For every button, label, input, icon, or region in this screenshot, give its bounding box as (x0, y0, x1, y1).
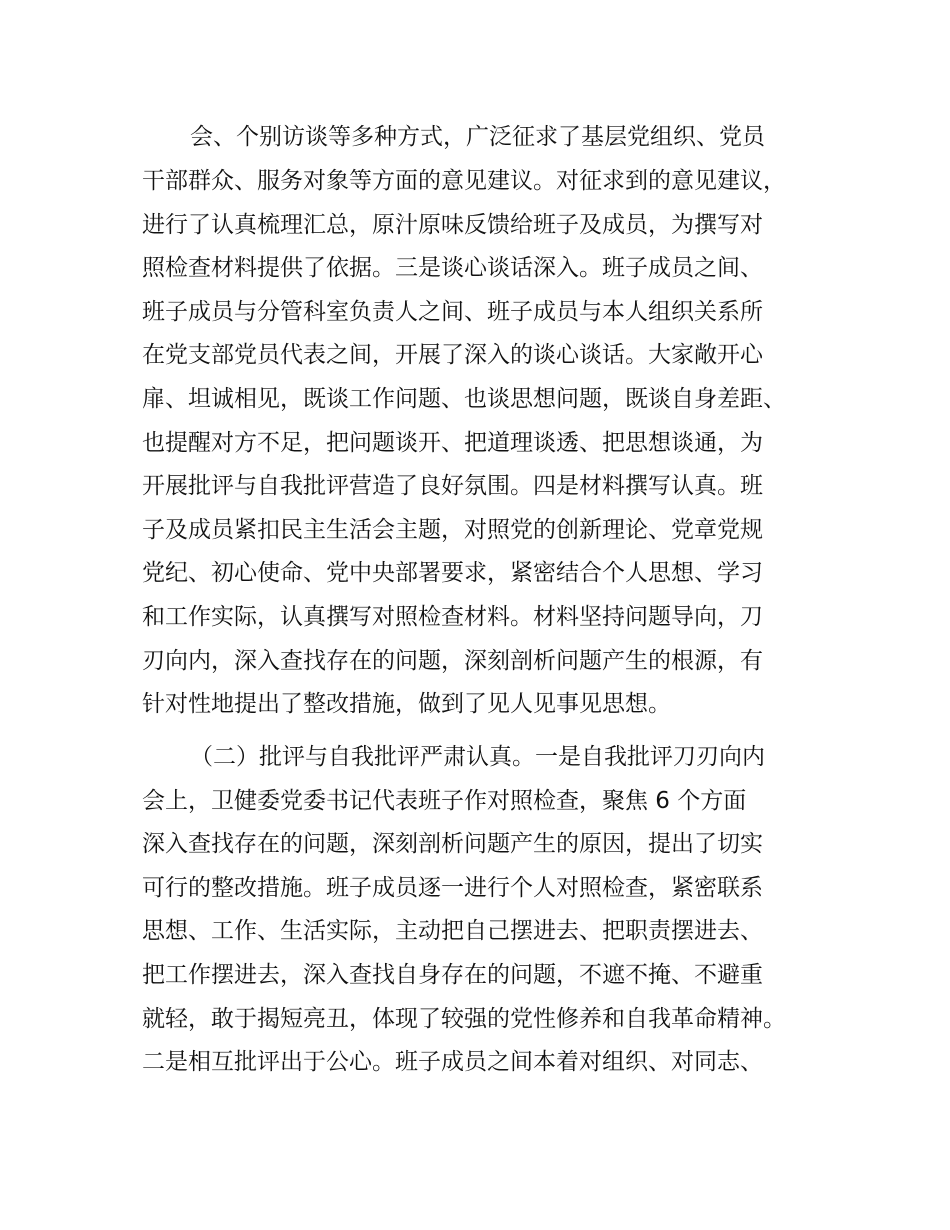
paragraph-line: 党纪、初心使命、党中央部署要求，紧密结合个人思想、学习 (142, 560, 763, 586)
paragraph-line: 针对性地提出了整改措施，做到了见人见事见思想。 (142, 691, 671, 717)
paragraph-line: 二是相互批评出于公心。班子成员之间本着对组织、对同志、 (142, 1049, 763, 1075)
paragraph-line: 刃向内，深入查找存在的问题，深刻剖析问题产生的根源，有 (142, 648, 763, 674)
paragraph-line: 也提醒对方不足，把问题谈开、把道理谈透、把思想谈通，为 (142, 430, 763, 456)
paragraph-line: 深入查找存在的问题，深刻剖析问题产生的原因，提出了切实 (142, 831, 763, 857)
paragraph-line: 思想、工作、生活实际，主动把自己摆进去、把职责摆进去、 (142, 918, 763, 944)
paragraph-line: 把工作摆进去，深入查找自身存在的问题，不遮不掩、不避重 (142, 962, 763, 988)
paragraph-line: 扉、坦诚相见，既谈工作问题、也谈思想问题，既谈自身差距、 (142, 386, 786, 412)
paragraph-line: 和工作实际，认真撰写对照检查材料。材料坚持问题导向，刀 (142, 604, 763, 630)
paragraph-line: （二）批评与自我批评严肃认真。一是自我批评刀刃向内 (190, 744, 765, 770)
paragraph-line: 干部群众、服务对象等方面的意见建议。对征求到的意见建议， (142, 168, 786, 194)
paragraph-line: 会上，卫健委党委书记代表班子作对照检查，聚焦 6 个方面 (142, 788, 747, 814)
paragraph-line: 就轻，敢于揭短亮丑，体现了较强的党性修养和自我革命精神。 (142, 1006, 786, 1032)
paragraph-line: 会、个别访谈等多种方式，广泛征求了基层党组织、党员 (190, 124, 765, 150)
paragraph-line: 进行了认真梳理汇总，原汁原味反馈给班子及成员，为撰写对 (142, 212, 763, 238)
paragraph-line: 开展批评与自我批评营造了良好氛围。四是材料撰写认真。班 (142, 473, 763, 499)
paragraph-line: 班子成员与分管科室负责人之间、班子成员与本人组织关系所 (142, 299, 763, 325)
paragraph-line: 照检查材料提供了依据。三是谈心谈话深入。班子成员之间、 (142, 255, 763, 281)
paragraph-line: 子及成员紧扣民主生活会主题，对照党的创新理论、党章党规 (142, 517, 763, 543)
paragraph-line: 在党支部党员代表之间，开展了深入的谈心谈话。大家敞开心 (142, 342, 763, 368)
paragraph-line: 可行的整改措施。班子成员逐一进行个人对照检查，紧密联系 (142, 875, 763, 901)
